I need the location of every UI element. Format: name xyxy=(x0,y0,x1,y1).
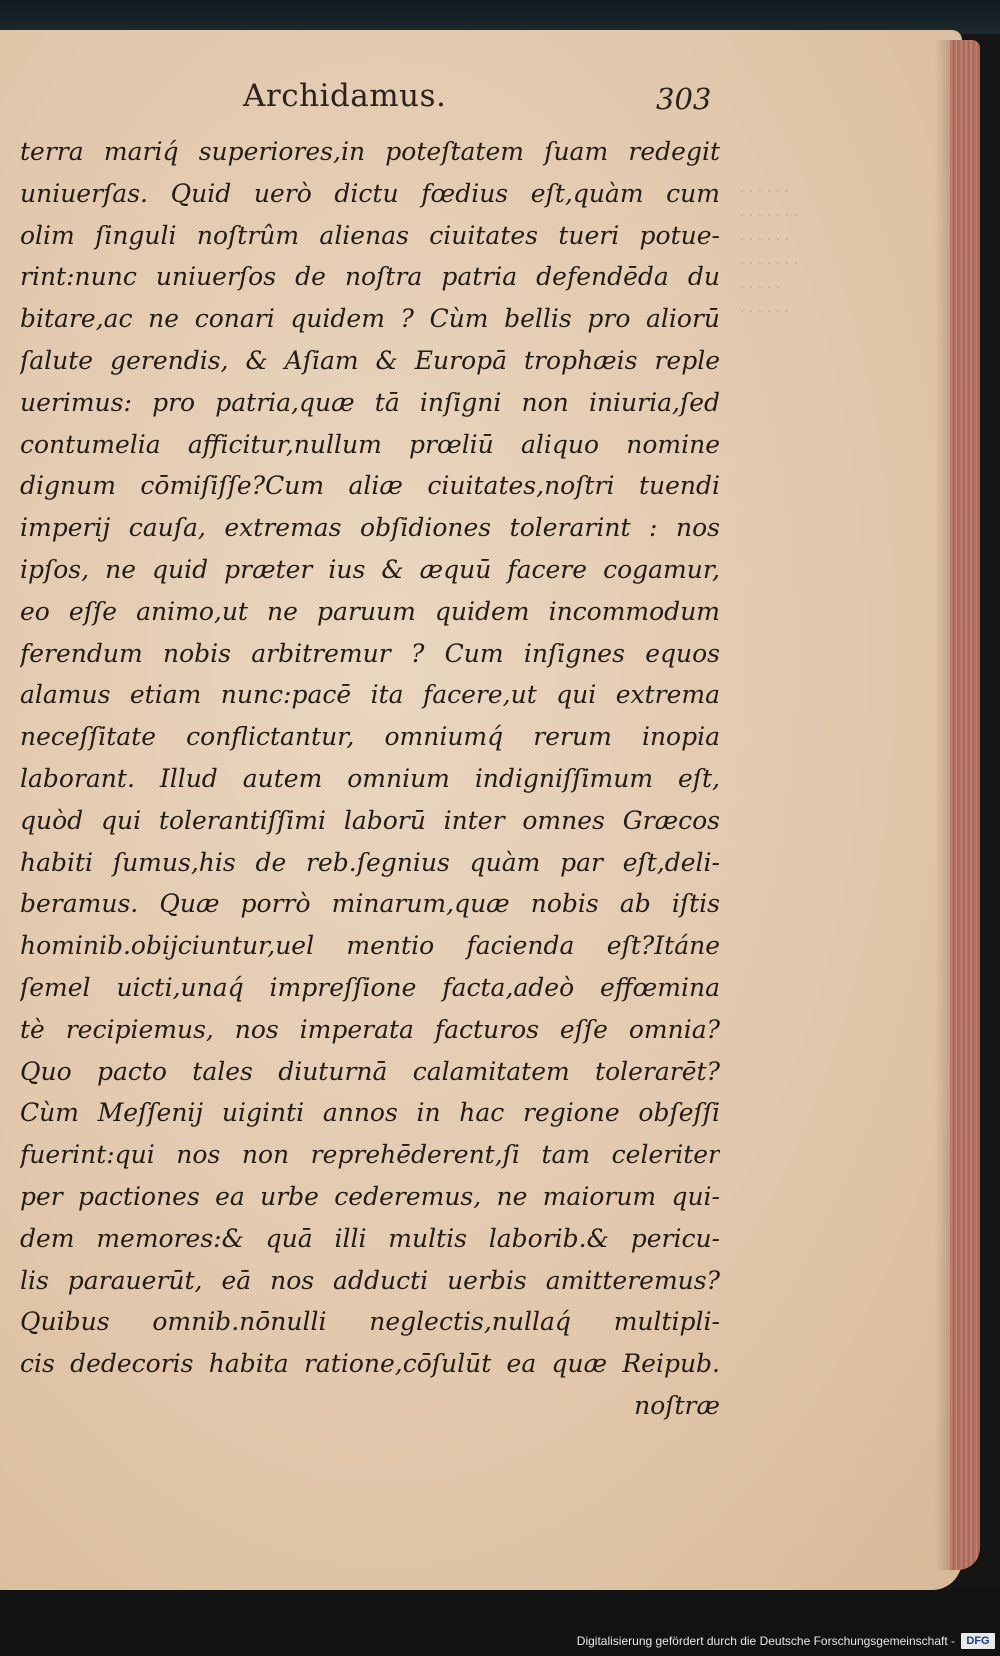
text-line: Quibus omnib.nōnulli neglectis,nullaq́ multipli- xyxy=(20,1307,720,1337)
text-line: fuerint:qui nos non reprehēderent,ſi tam celeriter xyxy=(20,1140,720,1170)
text-line: tè recipiemus, nos imperata facturos eſſe omnia? xyxy=(20,1014,720,1044)
body-text xyxy=(20,131,720,1427)
text-line: hominib.obijciuntur,uel mentio facienda eſt?Itáne xyxy=(20,931,720,961)
page-number: 303 xyxy=(656,82,712,116)
text-line: terra mariq́ superiores,in poteſtatem ſuam redegit xyxy=(20,137,720,166)
running-head: Archidamus. xyxy=(243,78,447,114)
text-line: beramus. Quæ porrò minarum,quæ nobis ab iſtis xyxy=(20,889,720,919)
text-line: Quo pacto tales diuturnā calamitatem tolerarēt? xyxy=(20,1056,720,1086)
text-line: ferendum nobis arbitremur ? Cum inſignes equos xyxy=(20,638,720,668)
text-line: bitare,ac ne conari quidem ? Cùm bellis pro aliorū xyxy=(20,304,720,334)
text-line: olim ſinguli noſtrûm alienas ciuitates tueri potue- xyxy=(20,220,720,250)
text-line: alamus etiam nunc:pacē ita facere,ut qui extrema xyxy=(20,680,720,710)
text-line: Cùm Meſſenij uiginti annos in hac regione obſeſſi xyxy=(20,1098,720,1128)
text-line: uniuerſas. Quid uerò dictu fœdius eſt,quàm cum xyxy=(20,178,720,208)
page-header xyxy=(20,78,720,128)
verso-show-through: · · · · · · · · · · · · · · · · · · · · · · · · · · · · · · · · · · · · · xyxy=(740,184,798,320)
text-line: per pactiones ea urbe cederemus, ne maiorum qui- xyxy=(20,1181,720,1211)
text-line: eo eſſe animo,ut ne paruum quidem incommodum xyxy=(20,596,720,626)
text-line: dem memores:& quā illi multis laborib.& pericu- xyxy=(20,1223,720,1253)
text-line: laborant. Illud autem omnium indigniſſimum eſt, xyxy=(20,763,720,793)
text-line: lis parauerūt, eā nos adducti uerbis amitteremus? xyxy=(20,1265,720,1295)
text-line: quòd qui tolerantiſſimi laborū inter omnes Græcos xyxy=(20,805,720,835)
scan-top-border xyxy=(0,0,1000,34)
text-line: uerimus: pro patria,quæ tā inſigni non iniuria,ſed xyxy=(20,387,720,417)
text-line: ſemel uicti,unaq́ impreſſione facta,adeò effœmina xyxy=(20,972,720,1002)
text-line: habiti ſumus,his de reb.ſegnius quàm par eſt,deli- xyxy=(20,847,720,877)
text-line: cis dedecoris habita ratione,cōſulūt ea quæ Reipub. xyxy=(20,1349,720,1379)
digitization-footer xyxy=(0,1632,995,1654)
text-line: ipſos, ne quid præter ius & æquū facere cogamur, xyxy=(20,554,720,584)
funding-credit: Digitalisierung gefördert durch die Deutsche Forschungsgemeinschaft - xyxy=(576,1634,955,1648)
text-line: ſalute gerendis, & Aſiam & Europā trophæis reple xyxy=(20,345,720,375)
text-line: contumelia afficitur,nullum prœliū aliquo nomine xyxy=(20,429,720,459)
catchword: noſtræ xyxy=(634,1390,720,1420)
dfg-logo: DFG xyxy=(961,1633,995,1649)
text-line: imperij cauſa, extremas obſidiones tolerarint : nos xyxy=(20,513,720,543)
text-line: dignum cōmiſiſſe?Cum aliæ ciuitates,noſtri tuendi xyxy=(20,471,720,501)
text-line: neceſſitate conflictantur, omniumq́ rerum inopia xyxy=(20,722,720,752)
text-line: rint:nunc uniuerſos de noſtra patria defendēda du xyxy=(20,262,720,292)
page-stack-edge xyxy=(950,40,980,1570)
